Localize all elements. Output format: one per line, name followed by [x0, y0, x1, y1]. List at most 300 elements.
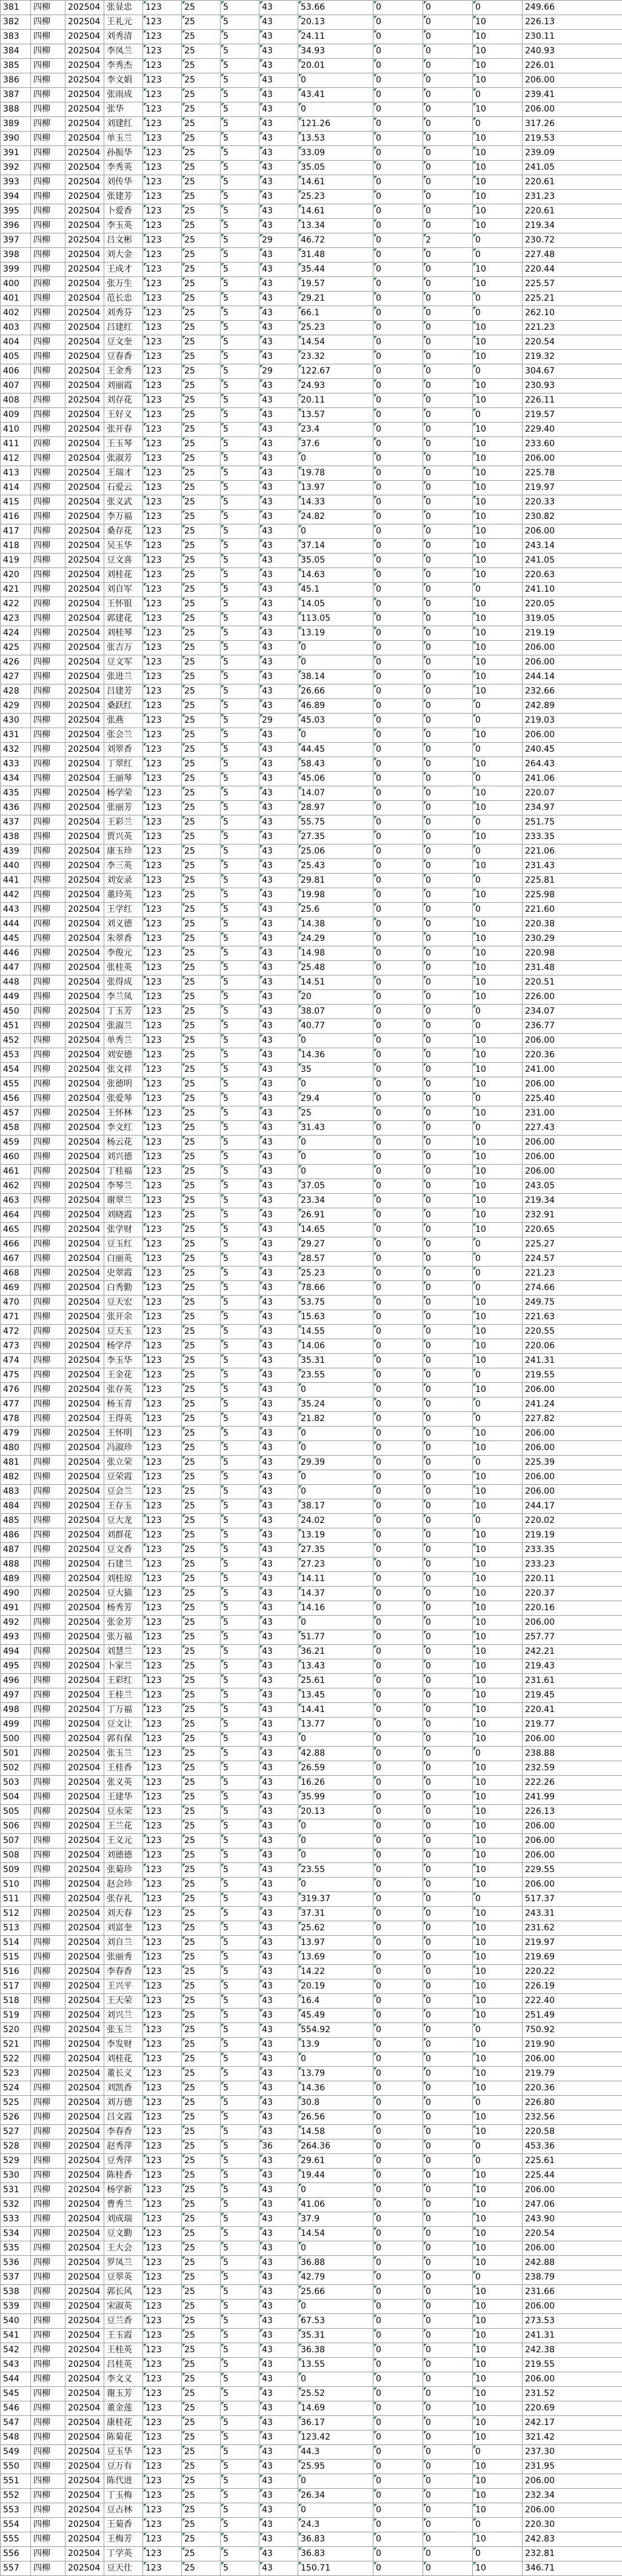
total-cell[interactable]: 206.00	[523, 1441, 622, 1456]
village-cell[interactable]: 四柳	[31, 917, 65, 932]
col-g-cell[interactable]: 10	[473, 1732, 523, 1747]
amount-cell[interactable]: 24.93	[298, 379, 373, 393]
row-number-cell[interactable]: 383	[1, 30, 31, 44]
col-c-cell[interactable]: 5	[221, 2227, 259, 2241]
col-e-cell[interactable]: 0	[373, 2445, 423, 2460]
village-cell[interactable]: 四柳	[31, 830, 65, 845]
col-b-cell[interactable]: 25	[182, 1557, 221, 1572]
row-number-cell[interactable]: 452	[1, 1034, 31, 1048]
name-cell[interactable]: 石爱云	[104, 481, 143, 495]
col-d-cell[interactable]: 43	[259, 1412, 298, 1427]
col-b-cell[interactable]: 25	[182, 655, 221, 670]
col-c-cell[interactable]: 5	[221, 2387, 259, 2401]
amount-cell[interactable]: 0	[298, 1616, 373, 1630]
village-cell[interactable]: 四柳	[31, 481, 65, 495]
col-g-cell[interactable]: 10	[473, 132, 523, 146]
name-cell[interactable]: 王桂兰	[104, 1688, 143, 1703]
village-cell[interactable]: 四柳	[31, 277, 65, 292]
col-b-cell[interactable]: 25	[182, 204, 221, 219]
amount-cell[interactable]: 0	[298, 1878, 373, 1892]
name-cell[interactable]: 丁翠红	[104, 757, 143, 772]
col-f-cell[interactable]: 0	[423, 2561, 473, 2576]
village-cell[interactable]: 四柳	[31, 1063, 65, 1077]
col-f-cell[interactable]: 0	[423, 1747, 473, 1761]
col-b-cell[interactable]: 25	[182, 1776, 221, 1790]
name-cell[interactable]: 吕文霞	[104, 2110, 143, 2125]
col-d-cell[interactable]: 43	[259, 2052, 298, 2067]
period-cell[interactable]: 202504	[65, 1427, 104, 1441]
period-cell[interactable]: 202504	[65, 714, 104, 728]
name-cell[interactable]: 豆大猫	[104, 1587, 143, 1601]
col-b-cell[interactable]: 25	[182, 1092, 221, 1106]
amount-cell[interactable]: 14.07	[298, 786, 373, 801]
col-c-cell[interactable]: 5	[221, 2169, 259, 2183]
col-c-cell[interactable]: 5	[221, 1106, 259, 1121]
col-e-cell[interactable]: 0	[373, 2547, 423, 2561]
total-cell[interactable]: 220.36	[523, 1048, 622, 1063]
col-f-cell[interactable]: 0	[423, 2023, 473, 2038]
col-f-cell[interactable]: 0	[423, 1950, 473, 1965]
name-cell[interactable]: 郭有保	[104, 1732, 143, 1747]
col-g-cell[interactable]: 10	[473, 961, 523, 975]
total-cell[interactable]: 220.06	[523, 1339, 622, 1354]
village-cell[interactable]: 四柳	[31, 568, 65, 583]
col-a-cell[interactable]: 123	[143, 2169, 182, 2183]
col-g-cell[interactable]: 10	[473, 2372, 523, 2387]
col-a-cell[interactable]: 123	[143, 466, 182, 481]
row-number-cell[interactable]: 541	[1, 2329, 31, 2343]
name-cell[interactable]: 吴玉华	[104, 539, 143, 554]
col-c-cell[interactable]: 5	[221, 1063, 259, 1077]
col-g-cell[interactable]: 10	[473, 1863, 523, 1878]
amount-cell[interactable]: 26.91	[298, 1208, 373, 1223]
col-c-cell[interactable]: 5	[221, 1688, 259, 1703]
col-b-cell[interactable]: 25	[182, 1310, 221, 1325]
col-g-cell[interactable]: 10	[473, 219, 523, 233]
amount-cell[interactable]: 16.4	[298, 1994, 373, 2009]
name-cell[interactable]: 刘群花	[104, 1528, 143, 1543]
col-d-cell[interactable]: 43	[259, 248, 298, 263]
col-c-cell[interactable]: 5	[221, 1252, 259, 1266]
col-c-cell[interactable]: 5	[221, 88, 259, 102]
col-e-cell[interactable]: 0	[373, 1921, 423, 1936]
col-g-cell[interactable]: 0	[473, 772, 523, 786]
period-cell[interactable]: 202504	[65, 1266, 104, 1281]
name-cell[interactable]: 李文红	[104, 1121, 143, 1136]
col-b-cell[interactable]: 25	[182, 1805, 221, 1819]
amount-cell[interactable]: 35.05	[298, 161, 373, 175]
name-cell[interactable]: 冯淑珍	[104, 1441, 143, 1456]
col-g-cell[interactable]: 10	[473, 1645, 523, 1659]
name-cell[interactable]: 吕桂英	[104, 2358, 143, 2372]
col-a-cell[interactable]: 123	[143, 655, 182, 670]
col-c-cell[interactable]: 5	[221, 1005, 259, 1019]
row-number-cell[interactable]: 504	[1, 1790, 31, 1805]
village-cell[interactable]: 四柳	[31, 1674, 65, 1688]
col-f-cell[interactable]: 0	[423, 132, 473, 146]
period-cell[interactable]: 202504	[65, 1863, 104, 1878]
col-f-cell[interactable]: 0	[423, 219, 473, 233]
total-cell[interactable]: 206.00	[523, 2474, 622, 2489]
col-d-cell[interactable]: 43	[259, 1339, 298, 1354]
col-b-cell[interactable]: 25	[182, 1499, 221, 1514]
col-a-cell[interactable]: 123	[143, 815, 182, 830]
col-g-cell[interactable]: 10	[473, 859, 523, 874]
col-d-cell[interactable]: 43	[259, 1878, 298, 1892]
row-number-cell[interactable]: 509	[1, 1863, 31, 1878]
col-e-cell[interactable]: 0	[373, 102, 423, 117]
col-c-cell[interactable]: 5	[221, 1368, 259, 1383]
col-c-cell[interactable]: 5	[221, 292, 259, 306]
amount-cell[interactable]: 14.37	[298, 1587, 373, 1601]
village-cell[interactable]: 四柳	[31, 728, 65, 743]
total-cell[interactable]: 264.43	[523, 757, 622, 772]
village-cell[interactable]: 四柳	[31, 248, 65, 263]
col-e-cell[interactable]: 0	[373, 961, 423, 975]
col-a-cell[interactable]: 123	[143, 1747, 182, 1761]
col-b-cell[interactable]: 25	[182, 1179, 221, 1194]
amount-cell[interactable]: 38.14	[298, 670, 373, 684]
col-b-cell[interactable]: 25	[182, 393, 221, 408]
row-number-cell[interactable]: 423	[1, 612, 31, 626]
col-c-cell[interactable]: 5	[221, 379, 259, 393]
col-a-cell[interactable]: 123	[143, 1616, 182, 1630]
total-cell[interactable]: 240.93	[523, 44, 622, 59]
col-b-cell[interactable]: 25	[182, 612, 221, 626]
col-e-cell[interactable]: 0	[373, 393, 423, 408]
col-f-cell[interactable]: 0	[423, 146, 473, 161]
col-a-cell[interactable]: 123	[143, 1514, 182, 1528]
col-a-cell[interactable]: 123	[143, 801, 182, 815]
period-cell[interactable]: 202504	[65, 539, 104, 554]
col-f-cell[interactable]: 0	[423, 102, 473, 117]
col-d-cell[interactable]: 43	[259, 757, 298, 772]
period-cell[interactable]: 202504	[65, 2110, 104, 2125]
col-e-cell[interactable]: 0	[373, 2329, 423, 2343]
col-f-cell[interactable]: 0	[423, 1354, 473, 1368]
col-c-cell[interactable]: 5	[221, 612, 259, 626]
total-cell[interactable]: 238.88	[523, 1747, 622, 1761]
village-cell[interactable]: 四柳	[31, 1921, 65, 1936]
row-number-cell[interactable]: 534	[1, 2227, 31, 2241]
col-d-cell[interactable]: 43	[259, 1063, 298, 1077]
col-f-cell[interactable]: 0	[423, 1325, 473, 1339]
total-cell[interactable]: 220.63	[523, 568, 622, 583]
col-d-cell[interactable]: 43	[259, 2198, 298, 2212]
amount-cell[interactable]: 20.01	[298, 59, 373, 73]
amount-cell[interactable]: 42.88	[298, 1747, 373, 1761]
row-number-cell[interactable]: 410	[1, 423, 31, 437]
name-cell[interactable]: 杨云花	[104, 1136, 143, 1150]
village-cell[interactable]: 四柳	[31, 219, 65, 233]
col-e-cell[interactable]: 0	[373, 1266, 423, 1281]
amount-cell[interactable]: 13.53	[298, 132, 373, 146]
col-g-cell[interactable]: 10	[473, 335, 523, 350]
col-c-cell[interactable]: 5	[221, 2300, 259, 2314]
col-a-cell[interactable]: 123	[143, 408, 182, 423]
amount-cell[interactable]: 25.43	[298, 859, 373, 874]
col-d-cell[interactable]: 43	[259, 1688, 298, 1703]
name-cell[interactable]: 王得英	[104, 1412, 143, 1427]
amount-cell[interactable]: 24.02	[298, 1514, 373, 1528]
row-number-cell[interactable]: 416	[1, 510, 31, 524]
col-g-cell[interactable]: 10	[473, 1819, 523, 1834]
name-cell[interactable]: 张玉兰	[104, 2023, 143, 2038]
col-g-cell[interactable]: 10	[473, 15, 523, 30]
total-cell[interactable]: 220.36	[523, 2081, 622, 2096]
period-cell[interactable]: 202504	[65, 1528, 104, 1543]
total-cell[interactable]: 242.88	[523, 2256, 622, 2270]
col-b-cell[interactable]: 25	[182, 1543, 221, 1557]
col-c-cell[interactable]: 5	[221, 1630, 259, 1645]
period-cell[interactable]: 202504	[65, 1776, 104, 1790]
col-a-cell[interactable]: 123	[143, 263, 182, 277]
amount-cell[interactable]: 23.55	[298, 1863, 373, 1878]
village-cell[interactable]: 四柳	[31, 1587, 65, 1601]
period-cell[interactable]: 202504	[65, 1994, 104, 2009]
col-a-cell[interactable]: 123	[143, 44, 182, 59]
amount-cell[interactable]: 122.67	[298, 364, 373, 379]
col-f-cell[interactable]: 0	[423, 1005, 473, 1019]
col-c-cell[interactable]: 5	[221, 1645, 259, 1659]
name-cell[interactable]: 杨玉青	[104, 1397, 143, 1412]
col-d-cell[interactable]: 43	[259, 1994, 298, 2009]
name-cell[interactable]: 豆荣霞	[104, 1470, 143, 1485]
col-f-cell[interactable]: 0	[423, 2445, 473, 2460]
amount-cell[interactable]: 13.69	[298, 1950, 373, 1965]
name-cell[interactable]: 张金芳	[104, 1616, 143, 1630]
amount-cell[interactable]: 36.38	[298, 2343, 373, 2358]
village-cell[interactable]: 四柳	[31, 1805, 65, 1819]
col-d-cell[interactable]: 43	[259, 1, 298, 15]
amount-cell[interactable]: 45.06	[298, 772, 373, 786]
col-a-cell[interactable]: 123	[143, 961, 182, 975]
col-e-cell[interactable]: 0	[373, 1019, 423, 1034]
amount-cell[interactable]: 0	[298, 73, 373, 88]
period-cell[interactable]: 202504	[65, 990, 104, 1005]
col-d-cell[interactable]: 43	[259, 1674, 298, 1688]
col-d-cell[interactable]: 43	[259, 917, 298, 932]
col-e-cell[interactable]: 0	[373, 423, 423, 437]
village-cell[interactable]: 四柳	[31, 423, 65, 437]
village-cell[interactable]: 四柳	[31, 2227, 65, 2241]
period-cell[interactable]: 202504	[65, 1557, 104, 1572]
period-cell[interactable]: 202504	[65, 2489, 104, 2503]
village-cell[interactable]: 四柳	[31, 408, 65, 423]
col-a-cell[interactable]: 123	[143, 2241, 182, 2256]
col-d-cell[interactable]: 43	[259, 2372, 298, 2387]
col-d-cell[interactable]: 43	[259, 1427, 298, 1441]
village-cell[interactable]: 四柳	[31, 452, 65, 466]
amount-cell[interactable]: 0	[298, 1819, 373, 1834]
col-a-cell[interactable]: 123	[143, 786, 182, 801]
col-f-cell[interactable]: 0	[423, 1528, 473, 1543]
name-cell[interactable]: 丁学英	[104, 2547, 143, 2561]
amount-cell[interactable]: 319.37	[298, 1892, 373, 1907]
name-cell[interactable]: 王兰花	[104, 1819, 143, 1834]
name-cell[interactable]: 王菊香	[104, 2518, 143, 2532]
col-c-cell[interactable]: 5	[221, 2518, 259, 2532]
row-number-cell[interactable]: 495	[1, 1659, 31, 1674]
total-cell[interactable]: 220.11	[523, 1572, 622, 1587]
name-cell[interactable]: 张显忠	[104, 1, 143, 15]
col-c-cell[interactable]: 5	[221, 1514, 259, 1528]
col-g-cell[interactable]: 10	[473, 684, 523, 699]
total-cell[interactable]: 219.34	[523, 1194, 622, 1208]
col-g-cell[interactable]: 0	[473, 2547, 523, 2561]
col-b-cell[interactable]: 25	[182, 1252, 221, 1266]
col-b-cell[interactable]: 25	[182, 1136, 221, 1150]
col-g-cell[interactable]: 0	[473, 1368, 523, 1383]
col-a-cell[interactable]: 123	[143, 1718, 182, 1732]
col-c-cell[interactable]: 5	[221, 932, 259, 946]
village-cell[interactable]: 四柳	[31, 1005, 65, 1019]
col-b-cell[interactable]: 25	[182, 2518, 221, 2532]
period-cell[interactable]: 202504	[65, 1688, 104, 1703]
col-d-cell[interactable]: 43	[259, 1456, 298, 1470]
total-cell[interactable]: 206.00	[523, 1136, 622, 1150]
col-a-cell[interactable]: 123	[143, 364, 182, 379]
col-c-cell[interactable]: 5	[221, 1470, 259, 1485]
col-c-cell[interactable]: 5	[221, 1965, 259, 1979]
row-number-cell[interactable]: 464	[1, 1208, 31, 1223]
name-cell[interactable]: 王梅芳	[104, 2532, 143, 2547]
row-number-cell[interactable]: 520	[1, 2023, 31, 2038]
name-cell[interactable]: 李春香	[104, 2125, 143, 2139]
period-cell[interactable]: 202504	[65, 2460, 104, 2474]
village-cell[interactable]: 四柳	[31, 1718, 65, 1732]
col-g-cell[interactable]: 10	[473, 1150, 523, 1165]
col-d-cell[interactable]: 43	[259, 728, 298, 743]
village-cell[interactable]: 四柳	[31, 263, 65, 277]
col-f-cell[interactable]: 0	[423, 1776, 473, 1790]
col-f-cell[interactable]: 0	[423, 306, 473, 321]
amount-cell[interactable]: 14.16	[298, 1601, 373, 1616]
col-b-cell[interactable]: 25	[182, 2183, 221, 2198]
period-cell[interactable]: 202504	[65, 292, 104, 306]
village-cell[interactable]: 四柳	[31, 1441, 65, 1456]
col-g-cell[interactable]: 10	[473, 597, 523, 612]
col-c-cell[interactable]: 5	[221, 1674, 259, 1688]
col-c-cell[interactable]: 5	[221, 684, 259, 699]
col-d-cell[interactable]: 43	[259, 175, 298, 190]
total-cell[interactable]: 206.00	[523, 1427, 622, 1441]
col-c-cell[interactable]: 5	[221, 1747, 259, 1761]
total-cell[interactable]: 346.71	[523, 2561, 622, 2576]
col-f-cell[interactable]: 0	[423, 2096, 473, 2110]
col-c-cell[interactable]: 5	[221, 1979, 259, 1994]
col-g-cell[interactable]: 10	[473, 2503, 523, 2518]
row-number-cell[interactable]: 548	[1, 2430, 31, 2445]
col-d-cell[interactable]: 43	[259, 2169, 298, 2183]
amount-cell[interactable]: 13.55	[298, 2358, 373, 2372]
village-cell[interactable]: 四柳	[31, 2241, 65, 2256]
col-b-cell[interactable]: 25	[182, 452, 221, 466]
total-cell[interactable]: 220.51	[523, 975, 622, 990]
period-cell[interactable]: 202504	[65, 568, 104, 583]
col-a-cell[interactable]: 123	[143, 1165, 182, 1179]
col-g-cell[interactable]: 10	[473, 1296, 523, 1310]
col-b-cell[interactable]: 25	[182, 1892, 221, 1907]
amount-cell[interactable]: 37.14	[298, 539, 373, 554]
total-cell[interactable]: 220.30	[523, 2518, 622, 2532]
col-g-cell[interactable]: 10	[473, 466, 523, 481]
total-cell[interactable]: 242.38	[523, 2343, 622, 2358]
total-cell[interactable]: 230.82	[523, 510, 622, 524]
amount-cell[interactable]: 14.65	[298, 1223, 373, 1237]
name-cell[interactable]: 张爱琴	[104, 1092, 143, 1106]
amount-cell[interactable]: 55.75	[298, 815, 373, 830]
col-f-cell[interactable]: 0	[423, 1819, 473, 1834]
period-cell[interactable]: 202504	[65, 2139, 104, 2154]
col-b-cell[interactable]: 25	[182, 248, 221, 263]
village-cell[interactable]: 四柳	[31, 132, 65, 146]
total-cell[interactable]: 225.81	[523, 874, 622, 888]
period-cell[interactable]: 202504	[65, 1572, 104, 1587]
row-number-cell[interactable]: 400	[1, 277, 31, 292]
col-a-cell[interactable]: 123	[143, 2023, 182, 2038]
col-a-cell[interactable]: 123	[143, 874, 182, 888]
col-e-cell[interactable]: 0	[373, 2561, 423, 2576]
village-cell[interactable]: 四柳	[31, 1514, 65, 1528]
row-number-cell[interactable]: 392	[1, 161, 31, 175]
col-g-cell[interactable]: 10	[473, 175, 523, 190]
col-b-cell[interactable]: 25	[182, 975, 221, 990]
col-e-cell[interactable]: 0	[373, 1718, 423, 1732]
col-e-cell[interactable]: 0	[373, 1994, 423, 2009]
row-number-cell[interactable]: 472	[1, 1325, 31, 1339]
col-e-cell[interactable]: 0	[373, 2285, 423, 2300]
col-a-cell[interactable]: 123	[143, 1979, 182, 1994]
col-b-cell[interactable]: 25	[182, 1732, 221, 1747]
name-cell[interactable]: 陈桂香	[104, 2169, 143, 2183]
period-cell[interactable]: 202504	[65, 1368, 104, 1383]
total-cell[interactable]: 241.10	[523, 583, 622, 597]
village-cell[interactable]: 四柳	[31, 364, 65, 379]
col-f-cell[interactable]: 0	[423, 204, 473, 219]
row-number-cell[interactable]: 424	[1, 626, 31, 641]
col-e-cell[interactable]: 0	[373, 757, 423, 772]
col-c-cell[interactable]: 5	[221, 2430, 259, 2445]
total-cell[interactable]: 224.57	[523, 1252, 622, 1266]
total-cell[interactable]: 243.31	[523, 1907, 622, 1921]
col-b-cell[interactable]: 25	[182, 2445, 221, 2460]
name-cell[interactable]: 董长义	[104, 2067, 143, 2081]
col-e-cell[interactable]: 0	[373, 1907, 423, 1921]
col-f-cell[interactable]: 0	[423, 1965, 473, 1979]
col-e-cell[interactable]: 0	[373, 1878, 423, 1892]
period-cell[interactable]: 202504	[65, 88, 104, 102]
name-cell[interactable]: 李玉英	[104, 219, 143, 233]
col-g-cell[interactable]: 10	[473, 888, 523, 903]
col-b-cell[interactable]: 25	[182, 379, 221, 393]
col-d-cell[interactable]: 43	[259, 1514, 298, 1528]
period-cell[interactable]: 202504	[65, 1834, 104, 1848]
total-cell[interactable]: 242.17	[523, 2416, 622, 2430]
col-b-cell[interactable]: 25	[182, 44, 221, 59]
col-b-cell[interactable]: 25	[182, 335, 221, 350]
name-cell[interactable]: 刘天春	[104, 1907, 143, 1921]
amount-cell[interactable]: 123.42	[298, 2430, 373, 2445]
period-cell[interactable]: 202504	[65, 1150, 104, 1165]
col-e-cell[interactable]: 0	[373, 1456, 423, 1470]
col-g-cell[interactable]: 10	[473, 321, 523, 335]
col-b-cell[interactable]: 25	[182, 2387, 221, 2401]
amount-cell[interactable]: 25.62	[298, 1921, 373, 1936]
row-number-cell[interactable]: 467	[1, 1252, 31, 1266]
col-d-cell[interactable]: 43	[259, 786, 298, 801]
period-cell[interactable]: 202504	[65, 2329, 104, 2343]
